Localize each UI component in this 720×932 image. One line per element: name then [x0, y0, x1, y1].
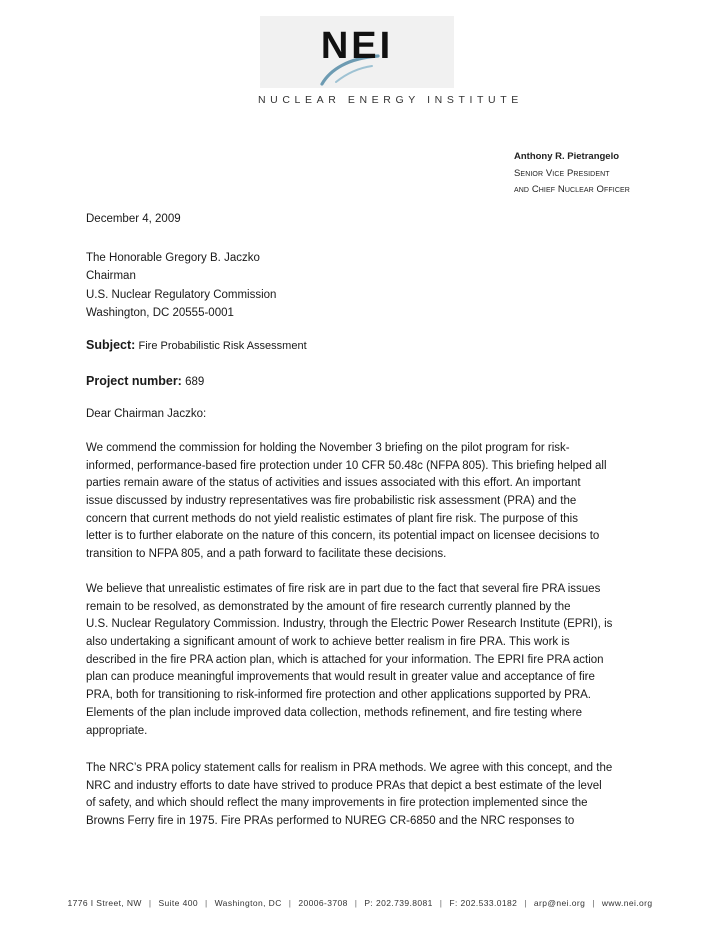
footer-suite: Suite 400 — [158, 898, 198, 908]
paragraph-line: described in the fire PRA action plan, which is attached for your information. The EPRI fire PRA action — [86, 653, 604, 666]
paragraph-line: NRC and industry efforts to date have strived to produce PRAs that depict a best estimate of the level — [86, 779, 602, 792]
paragraph-line: issue discussed by industry representatives was fire probabilistic risk assessment (PRA) and the — [86, 495, 577, 508]
paragraph-line: Browns Ferry fire in 1975. Fire PRAs performed to NUREG CR-6850 and the NRC responses to — [86, 815, 575, 828]
paragraph-line: The NRC’s PRA policy statement calls for realism in PRA methods. We agree with this concept, and the — [86, 762, 613, 774]
paragraph-line: U.S. Nuclear Regulatory Commission. Industry, through the Electric Power Research Institute (EPRI), is — [86, 618, 613, 631]
footer-separator: | — [204, 898, 208, 908]
footer-separator: | — [592, 898, 595, 908]
body-paragraph-2 — [86, 581, 612, 740]
nei-logo — [258, 16, 523, 108]
footer-street: 1776 I Street, NW — [67, 898, 142, 908]
footer-email: arp@nei.org — [533, 898, 586, 908]
sender-name: Anthony R. Pietrangelo — [514, 151, 620, 162]
recipient-city: Washington, DC 20555-0001 — [86, 306, 234, 319]
footer-separator: | — [354, 898, 358, 908]
recipient-title: Chairman — [86, 270, 136, 283]
sender-title-line2: and Chief Nuclear Officer — [514, 184, 630, 195]
project-value: 689 — [185, 376, 205, 388]
recipient-name: The Honorable Gregory B. Jaczko — [86, 252, 260, 264]
body-paragraph-1 — [86, 440, 607, 564]
paragraph-line: Elements of the plan include improved data collection, methods refinement, and fire testing where — [86, 706, 583, 719]
letter-date: December 4, 2009 — [86, 213, 181, 225]
paragraph-line: also undertaking a significant amount of work to achieve better realism in fire PRA. This work is — [86, 636, 570, 649]
paragraph-line: PRA, both for transitioning to risk-informed fire protection and other applications supported by PRA. — [86, 689, 591, 702]
paragraph-line: concern that current methods do not yield realistic estimates of plant fire risk. The purpose of this — [86, 512, 578, 525]
body-paragraph-3 — [86, 760, 612, 831]
project-line — [86, 374, 204, 388]
logo-emblem — [260, 16, 454, 88]
paragraph-line: appropriate. — [86, 724, 148, 737]
footer-zip: 20006-3708 — [298, 898, 348, 908]
footer-city: Washington, DC — [214, 898, 282, 908]
footer-phone: P: 202.739.8081 — [364, 898, 433, 908]
subject-value: Fire Probabilistic Risk Assessment — [138, 340, 307, 352]
paragraph-line: plan can produce meaningful improvements that would result in greater value and acceptance of fire — [86, 671, 595, 684]
paragraph-line: We believe that unrealistic estimates of fire risk are in part due to the fact that several fire PRA issues — [86, 583, 601, 595]
footer-separator: | — [524, 898, 527, 908]
footer-separator: | — [148, 898, 152, 908]
paragraph-line: We commend the commission for holding the November 3 briefing on the pilot program for risk- — [86, 442, 570, 454]
paragraph-line: remain to be resolved, as demonstrated by the amount of fire research currently planned by the — [86, 600, 571, 613]
recipient-address — [86, 249, 276, 322]
sender-title-line1: Senior Vice President — [514, 167, 610, 179]
subject-label: Subject: — [86, 338, 136, 352]
nei-logo-mark — [260, 16, 454, 88]
paragraph-line: transition to NFPA 805, and a path forward to facilitate these decisions. — [86, 548, 447, 561]
salutation: Dear Chairman Jaczko: — [86, 408, 207, 420]
footer-fax: F: 202.533.0182 — [449, 898, 518, 908]
paragraph-line: informed, performance-based fire protection under 10 CFR 50.48c (NFPA 805). This briefing helped all — [86, 459, 607, 472]
footer-separator: | — [439, 898, 443, 908]
logo-letters: NEI — [320, 25, 394, 67]
footer-separator: | — [288, 898, 292, 908]
subject-line — [86, 338, 307, 352]
letterhead-footer — [0, 898, 720, 908]
project-label: Project number: — [86, 374, 182, 388]
logo-wordmark: NUCLEAR ENERGY INSTITUTE — [258, 94, 523, 106]
paragraph-line: of safety, and which should reflect the many improvements in fire protection implemented since the — [86, 797, 588, 810]
recipient-org: U.S. Nuclear Regulatory Commission — [86, 288, 277, 301]
sender-block — [514, 149, 630, 199]
paragraph-line: parties remain aware of the status of activities and issues associated with this effort. An important — [86, 477, 581, 490]
paragraph-line: letter is to further elaborate on the nature of this concern, its potential impact on licensee decisions to — [86, 530, 600, 543]
footer-web: www.nei.org — [601, 898, 653, 908]
